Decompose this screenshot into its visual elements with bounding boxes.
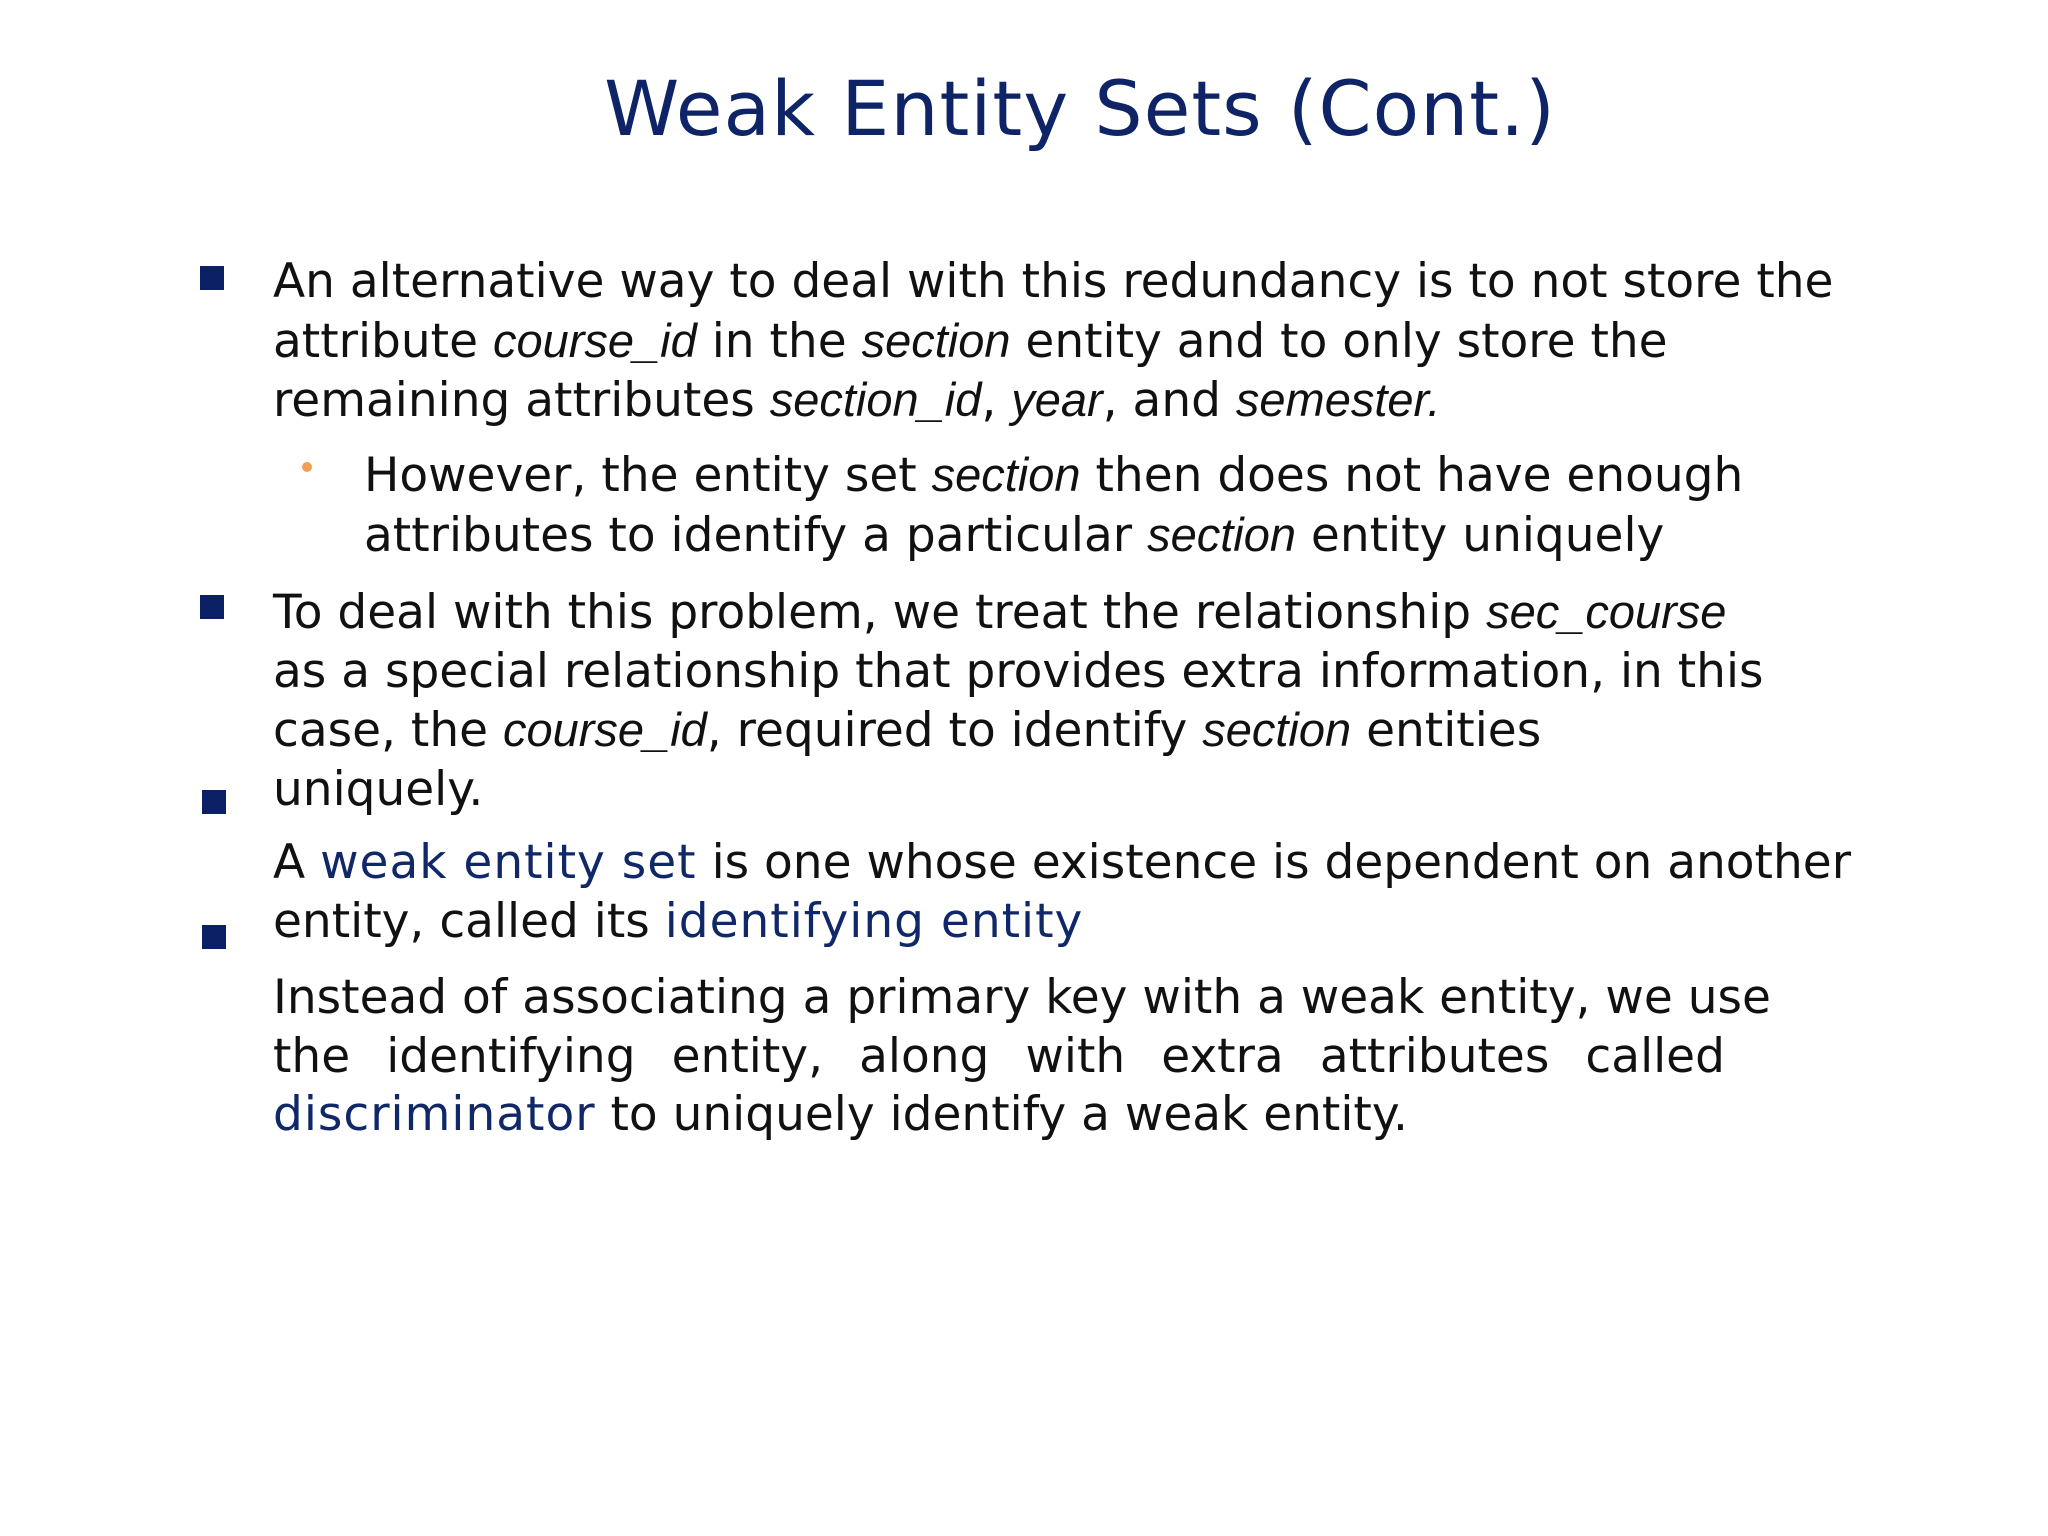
bullet-1-line-3: remaining attributes section_id, year, and semester. <box>273 373 1441 428</box>
word: entity, <box>671 1028 824 1084</box>
bullet-4-line-2 <box>273 1028 1725 1087</box>
bullet-3-line-1: A weak entity set is one whose existence is dependent on another <box>273 835 1852 890</box>
slide-title: Weak Entity Sets (Cont.) <box>604 64 1556 153</box>
bullet-4-text <box>273 969 1771 1145</box>
word: identifying <box>386 1028 636 1084</box>
bullet-4-line-1: Instead of associating a primary key with a weak entity, we use <box>273 970 1771 1025</box>
sub-bullet-line-1: However, the entity set section then does not have enough <box>364 448 1744 503</box>
word: attributes <box>1319 1028 1550 1084</box>
word: extra <box>1161 1028 1284 1084</box>
bullet-square-icon <box>202 925 226 949</box>
bullet-4-line-3: discriminator to uniquely identify a weak entity. <box>273 1087 1408 1142</box>
bullet-square-icon <box>202 790 226 814</box>
bullet-2-line-3: case, the course_id, required to identify section entities <box>273 703 1542 758</box>
bullet-square-icon <box>200 266 224 290</box>
bullet-1-line-1: An alternative way to deal with this redundancy is to not store the <box>273 254 1834 309</box>
sub-bullet-dot-icon <box>302 462 312 472</box>
sub-bullet-line-2: attributes to identify a particular section entity uniquely <box>364 507 1665 563</box>
bullet-2-text <box>273 583 1764 819</box>
word: called <box>1585 1028 1725 1084</box>
word: the <box>273 1028 351 1084</box>
bullet-1-line-2: attribute course_id in the section entity and to only store the <box>273 313 1668 369</box>
bullet-1-text <box>273 253 1833 431</box>
bullet-3-text <box>273 834 1851 951</box>
bullet-2-line-4: uniquely. <box>273 761 484 817</box>
bullet-2-line-2: as a special relationship that provides extra information, in this <box>273 643 1764 699</box>
bullet-3-line-2: entity, called its identifying entity <box>273 893 1084 949</box>
word: with <box>1025 1028 1126 1084</box>
word: along <box>859 1028 990 1084</box>
sub-bullet-text <box>364 446 1743 565</box>
bullet-2-line-1: To deal with this problem, we treat the relationship sec_course <box>273 585 1727 640</box>
bullet-square-icon <box>200 595 224 619</box>
